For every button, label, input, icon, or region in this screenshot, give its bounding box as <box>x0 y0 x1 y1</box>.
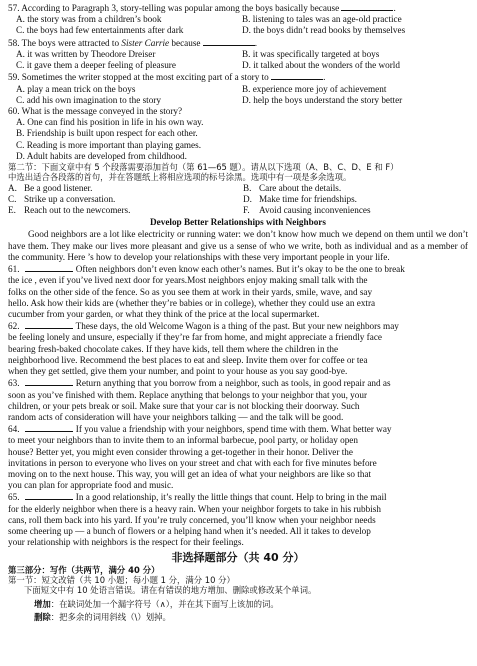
line-text: children, or your pets break or soil. Make sure that your car is not blocking their doorway. Such <box>8 400 360 411</box>
paragraph-line <box>8 390 468 401</box>
answer-option[interactable]: A. it was written by Theodore Dreiser <box>16 48 156 59</box>
add-rule <box>8 599 468 609</box>
section1-description: 下面短文中有 10 处语言错误。请在有错误的地方增加、删除或修改某个单词。 <box>24 585 317 596</box>
passage-paragraph <box>8 377 468 423</box>
line-text: moving on to the next house. This way, you will get an idea of what your neighbors are like so that <box>8 469 372 480</box>
line-text: be feeling lonely and unsure, especially if they’re far from home, and might appreciate a friendly face <box>8 332 382 343</box>
paragraph-line <box>8 332 468 343</box>
answer-blank[interactable] <box>25 377 73 386</box>
answer-options <box>8 117 468 162</box>
answer-option[interactable]: B. experience more joy of achievement <box>242 83 387 94</box>
answer-option[interactable]: A. One can find his position in life in his own way. <box>16 117 204 128</box>
paragraph-line <box>8 458 468 469</box>
passage-paragraph <box>8 320 468 377</box>
line-text: the ice , even if you’ve lived next door for years.Most neighbors enjoy making small talk with the <box>8 275 368 286</box>
paragraph-line <box>8 344 468 355</box>
option-text: Strike up a conversation. <box>24 193 116 204</box>
paragraph-line <box>8 366 468 377</box>
instructions-line-1: 第二节：下面文章中有 5 个段落需要添加首句（第 61—65 题）。请从以下选项（A、B、C、D、E 和 F） <box>8 162 399 173</box>
paragraph-line <box>8 412 468 423</box>
question-stem <box>8 2 468 14</box>
heading-option[interactable] <box>8 194 233 205</box>
line-text: In a good relationship, it’s really the little things that count. Help to bring in the mail <box>75 492 387 503</box>
line-text: invitations in person to everyone who lives on your street and chat with each for five minutes before <box>8 457 377 468</box>
line-text: to meet your neighbors than to invite them to an informal barbecue, pool party, or holiday open <box>8 435 358 446</box>
answer-options <box>8 14 468 36</box>
section1-title: 第一节：短文改错（共 10 小题；每小题 1 分，满分 10 分） <box>8 575 235 586</box>
answer-blank[interactable] <box>25 263 73 272</box>
paragraph-line <box>8 355 468 366</box>
question-number: 59. <box>8 72 20 83</box>
heading-option[interactable] <box>8 183 233 194</box>
line-text: for the elderly neighbor when there is a heavy rain. When your neighbor forgets to take in his rubbish <box>8 503 381 514</box>
line-text: random acts of consideration will have your neighbors talking — and the talk will be good. <box>8 411 344 422</box>
line-text: your relationship with neighbors is the respect for their feelings. <box>8 537 244 548</box>
line-text: some cheering up — a bunch of flowers or a helping hand when it’s needed. All it takes to develop <box>8 526 371 537</box>
line-text: cucumber from your garden, or what they think of the price at the local supermarket. <box>8 308 320 319</box>
answer-option[interactable]: D. help the boys understand the story better <box>242 94 403 105</box>
paragraph-line <box>8 275 468 286</box>
option-text: Avoid causing inconveniences <box>259 205 371 215</box>
answer-option[interactable]: A. the story was from a children’s book <box>16 14 162 25</box>
heading-option[interactable] <box>243 205 468 216</box>
question-stem <box>8 106 468 117</box>
question-stem <box>8 37 468 49</box>
option-letter: F. <box>243 205 250 215</box>
question-stem <box>8 71 468 83</box>
heading-option[interactable] <box>243 183 468 194</box>
answer-option[interactable]: D. it talked about the wonders of the world <box>242 60 400 71</box>
answer-option[interactable]: B. Friendship is built upon respect for each other. <box>16 128 198 139</box>
answer-option[interactable]: C. Reading is more important than playing games. <box>16 139 201 150</box>
question-text: Sometimes the writer stopped at the most exciting part of a story to <box>21 72 269 83</box>
question-end: . <box>323 72 326 83</box>
paragraph-number: 65. <box>8 492 20 503</box>
paragraph-line <box>8 287 468 298</box>
paragraph-line <box>8 435 468 446</box>
passage-intro: Good neighbors are a lot like electricity or running water: we don’t know how much we depend on them until we don’t have them. They make our lives more pleasant and give us a sense of who we write, both as individual and as a member of the community. Here ’s how to develop your relationships with these very important people in your life. <box>8 229 468 262</box>
question-number: 58. <box>8 37 20 48</box>
paragraph-line <box>8 447 468 458</box>
multiple-choice-questions <box>8 2 468 162</box>
line-text: house? Better yet, you might even consider throwing a get-together in their honor. Deliver the <box>8 446 353 457</box>
line-text: cans, roll them back into his yard. If you’re truly concerned, you’ll know when your neighbor needs <box>8 514 376 525</box>
line-text: neighborhood live. Recommend the best places to eat and sleep. Invite them over for coffee or tea <box>8 354 368 365</box>
paragraph-line <box>8 491 468 503</box>
paragraph-number: 64. <box>8 424 20 435</box>
line-text: you can plan for appropriate food and music. <box>8 480 174 491</box>
answer-option[interactable]: B. listening to tales was an age-old practice <box>242 14 402 25</box>
delete-text: ：把多余的词用斜线（\）划掉。 <box>50 611 171 622</box>
passage-paragraph <box>8 491 468 548</box>
line-text: If you value a friendship with your neighbors, spend time with them. What better way <box>75 424 392 435</box>
option-text: Reach out to the newcomers. <box>24 205 131 215</box>
passage-paragraph <box>8 423 468 491</box>
delete-rule <box>8 612 468 622</box>
answer-option[interactable]: C. the boys had few entertainments after dark <box>16 25 184 36</box>
add-text: ：在缺词处加一个漏字符号（∧），并在其下面写上该加的词。 <box>50 598 279 609</box>
part3-title: 第三部分：写作（共两节，满分 40 分） <box>8 564 160 575</box>
answer-blank <box>203 37 258 48</box>
paragraph-line <box>8 480 468 491</box>
paragraph-line <box>8 537 468 548</box>
option-letter: E. <box>8 205 16 215</box>
answer-blank <box>271 71 326 83</box>
question-end: . <box>393 3 396 13</box>
answer-blank[interactable] <box>25 491 73 500</box>
paragraph-line <box>8 504 468 515</box>
part-heading: 非选择题部分（共 40 分） <box>171 550 305 564</box>
paragraph-line <box>8 377 468 389</box>
passage-paragraphs <box>8 263 468 548</box>
option-letter: B. <box>243 182 252 193</box>
answer-blank[interactable] <box>25 423 73 432</box>
answer-options <box>8 49 468 71</box>
line-text: Return anything that you borrow from a neighbor, such as tools, in good repair and as <box>75 378 391 389</box>
section2-options <box>8 183 468 217</box>
section2-instructions <box>8 162 468 183</box>
answer-option[interactable]: D. Adult habits are developed from childhood. <box>16 150 187 161</box>
paragraph-line <box>8 320 468 332</box>
paragraph-line <box>8 526 468 537</box>
line-text: These days, the old Welcome Wagon is a thing of the past. But your new neighbors may <box>75 321 399 332</box>
answer-option[interactable]: C. it gave them a deeper feeling of pleasure <box>16 60 176 71</box>
question-number: 57. <box>8 3 20 13</box>
add-label: 增加 <box>34 598 51 609</box>
answer-blank[interactable] <box>25 320 73 329</box>
answer-blank <box>341 2 396 13</box>
delete-label: 删除 <box>34 611 51 622</box>
paragraph-number: 62. <box>8 321 20 332</box>
paragraph-line <box>8 469 468 480</box>
line-text: folks on the other side of the fence. So as you see them at work in their yards, smile, wave, and say <box>8 286 373 297</box>
line-text: soon as you’ve finished with them. Replace anything that belongs to your neighbor that you, your <box>8 389 368 400</box>
passage-title: Develop Better Relationships with Neighbors <box>150 217 326 228</box>
option-text: Care about the details. <box>259 182 342 193</box>
book-title: Sister Carrie <box>121 37 170 48</box>
answer-option[interactable]: B. it was specifically targeted at boys <box>242 48 380 59</box>
question-number: 60. <box>8 105 20 116</box>
paragraph-line <box>8 309 468 320</box>
paragraph-number: 61. <box>8 264 20 275</box>
question-text-cont: because <box>171 37 201 48</box>
paragraph-number: 63. <box>8 378 20 389</box>
answer-option[interactable]: C. add his own imagination to the story <box>16 94 161 105</box>
question-text: According to Paragraph 3, story-telling was popular among the boys basically because <box>21 3 340 13</box>
paragraph-line <box>8 515 468 526</box>
paragraph-line <box>8 423 468 435</box>
option-letter: A. <box>8 182 17 193</box>
option-text: Be a good listener. <box>24 182 93 193</box>
option-text: Make time for friendships. <box>259 193 357 204</box>
question-text: The boys were attracted to <box>21 37 120 48</box>
paragraph-line <box>8 298 468 309</box>
paragraph-line <box>8 263 468 275</box>
paragraph-line <box>8 401 468 412</box>
line-text: Often neighbors don’t even know each other’s names. But it’s okay to be the one to break <box>75 264 405 275</box>
instructions-line-2: 中选出适合各段落的首句，并在答题纸上将相应选项的标号涂黑。选项中有一项是多余选项。 <box>8 172 352 183</box>
line-text: bearing fresh-baked chocolate cakes. If they have kids, tell them where the children in the <box>8 343 339 354</box>
heading-option[interactable] <box>8 205 233 216</box>
option-letter: C. <box>8 193 17 204</box>
line-text: hello. Ask how their kids are (whether they’re babies or in college), whether they could use an extra <box>8 297 376 308</box>
answer-option[interactable]: D. the boys didn’t read books by themselves <box>242 25 406 36</box>
answer-option[interactable]: A. play a mean trick on the boys <box>16 83 136 94</box>
answer-options <box>8 84 468 106</box>
line-text: when they get settled, give them your number, and point to your house as you say good-bye. <box>8 366 348 377</box>
passage-paragraph <box>8 263 468 320</box>
heading-option[interactable] <box>243 194 468 205</box>
option-letter: D. <box>243 193 252 204</box>
question-text: What is the message conveyed in the story? <box>21 105 183 116</box>
question-end: . <box>254 37 258 48</box>
